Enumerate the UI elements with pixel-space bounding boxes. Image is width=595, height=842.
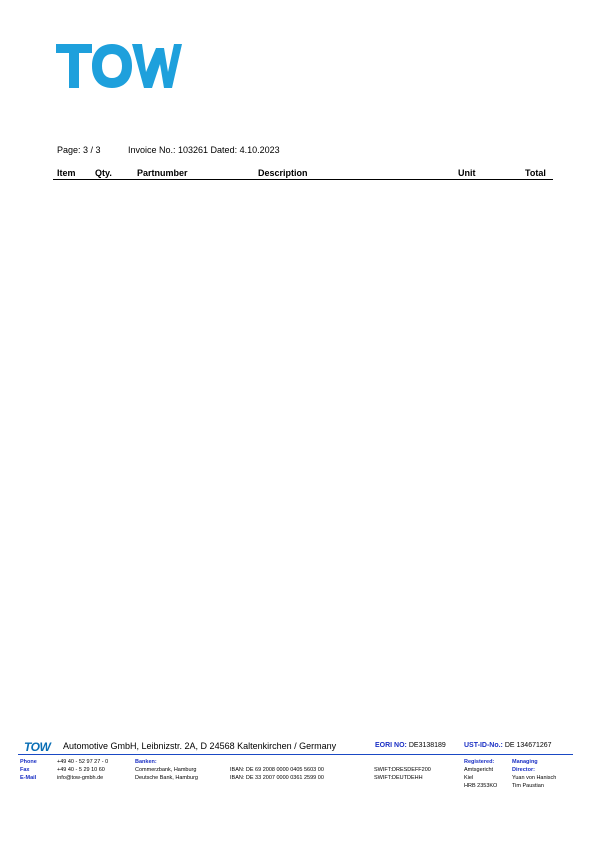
eori-value: DE3138189 xyxy=(408,742,446,749)
column-header-item: Item xyxy=(57,168,76,178)
registered-city: Kiel xyxy=(464,775,474,781)
ust-value: DE 134671267 xyxy=(504,742,552,749)
column-header-total: Total xyxy=(525,168,546,178)
header-divider xyxy=(53,179,553,180)
invoice-reference: Invoice No.: 103261 Dated: 4.10.2023 xyxy=(128,145,280,155)
tow-logo-icon xyxy=(56,44,182,88)
director-name-2: Tim Paustian xyxy=(512,783,544,789)
iban-1: IBAN: DE 69 2008 0000 0405 5603 00 xyxy=(230,767,324,773)
ust-label: UST-ID-No.: xyxy=(464,742,503,749)
phone-value: +49 40 - 52 97 27 - 0 xyxy=(57,759,109,765)
page-number: Page: 3 / 3 xyxy=(57,145,101,155)
banks-label: Banken: xyxy=(135,759,157,765)
footer-eori xyxy=(375,742,446,749)
footer-ust-id xyxy=(464,742,552,749)
phone-label: Phone xyxy=(20,759,37,765)
registered-number: HRB 2353KO xyxy=(464,783,498,789)
footer-logo: TOW xyxy=(24,740,51,754)
email-value: info@tow-gmbh.de xyxy=(57,775,104,781)
footer-company-address: Automotive GmbH, Leibnizstr. 2A, D 24568 Kaltenkirchen / Germany xyxy=(63,741,337,751)
column-header-partnumber: Partnumber xyxy=(137,168,188,178)
swift-2: SWIFT:DEUTDEHH xyxy=(374,775,423,781)
swift-1: SWIFT:DRESDEFF200 xyxy=(374,767,431,773)
email-label: E-Mail xyxy=(20,775,37,781)
footer-divider xyxy=(18,754,573,755)
director-name-1: Yuan von Hanisch xyxy=(512,775,557,781)
column-header-unit: Unit xyxy=(458,168,476,178)
director-label: Director: xyxy=(512,767,535,773)
managing-label: Managing xyxy=(512,759,538,765)
eori-label: EORI NO: xyxy=(375,742,407,749)
company-logo xyxy=(56,44,182,88)
fax-label: Fax xyxy=(20,767,30,773)
bank-1: Commerzbank, Hamburg xyxy=(135,767,197,773)
iban-2: IBAN: DE 33 2007 0000 0361 2599 00 xyxy=(230,775,324,781)
registered-label: Registered: xyxy=(464,759,495,765)
column-header-description: Description xyxy=(258,168,308,178)
column-header-qty: Qty. xyxy=(95,168,112,178)
bank-2: Deutsche Bank, Hamburg xyxy=(135,775,198,781)
registered-court: Amtsgericht xyxy=(464,767,494,773)
fax-value: +49 40 - 5 29 10 60 xyxy=(57,767,105,773)
